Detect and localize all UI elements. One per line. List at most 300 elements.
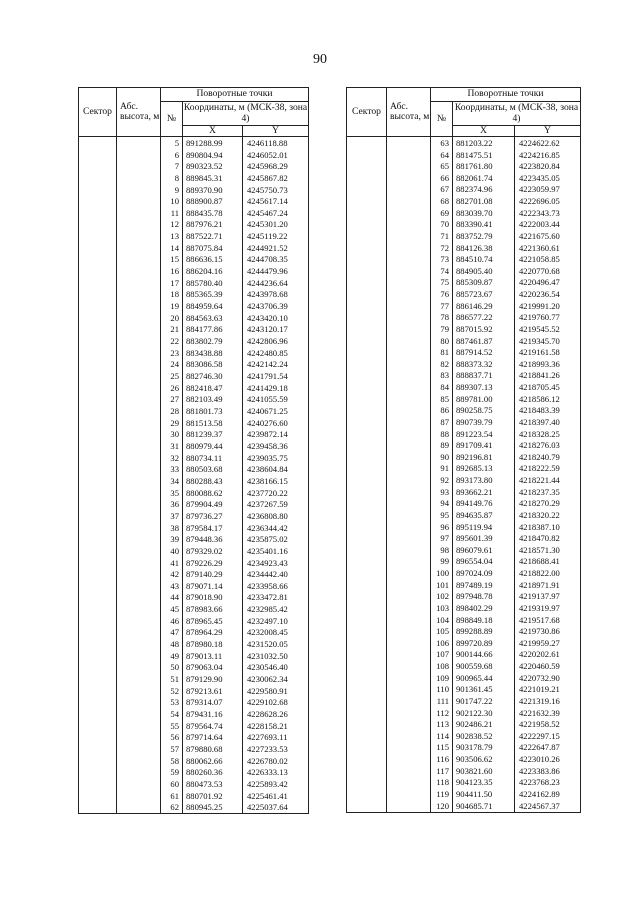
y-coordinate-cell: 4245467.24 — [243, 207, 309, 219]
x-coordinate-cell: 900965.44 — [453, 672, 515, 684]
y-coordinate-cell: 4240671.25 — [243, 405, 309, 417]
y-coordinate-cell: 4223383.86 — [515, 765, 581, 777]
point-number-cell: 25 — [161, 370, 183, 382]
y-coordinate-cell: 4219760.77 — [515, 312, 581, 324]
y-coordinate-cell: 4218483.39 — [515, 405, 581, 417]
y-coordinate-cell: 4223435.05 — [515, 172, 581, 184]
point-number-cell: 54 — [161, 709, 183, 721]
x-coordinate-cell: 903821.60 — [453, 765, 515, 777]
point-number-cell: 73 — [431, 254, 453, 266]
x-coordinate-cell: 882746.30 — [183, 370, 243, 382]
x-coordinate-cell: 883086.58 — [183, 359, 243, 371]
point-number-cell: 24 — [161, 359, 183, 371]
x-coordinate-cell: 879226.29 — [183, 557, 243, 569]
point-number-cell: 9 — [161, 184, 183, 196]
x-coordinate-cell: 894635.87 — [453, 509, 515, 521]
x-coordinate-cell: 879431.16 — [183, 709, 243, 721]
x-coordinate-cell: 886146.29 — [453, 300, 515, 312]
y-coordinate-cell: 4221058.85 — [515, 254, 581, 266]
y-coordinate-cell: 4222647.87 — [515, 742, 581, 754]
y-coordinate-cell: 4242480.85 — [243, 347, 309, 359]
y-coordinate-cell: 4218822.00 — [515, 567, 581, 579]
point-number-cell: 93 — [431, 486, 453, 498]
x-coordinate-cell: 883752.79 — [453, 230, 515, 242]
point-number-cell: 32 — [161, 452, 183, 464]
x-coordinate-cell: 880979.44 — [183, 440, 243, 452]
point-number-cell: 19 — [161, 301, 183, 313]
x-coordinate-cell: 902122.30 — [453, 707, 515, 719]
point-number-cell: 115 — [431, 742, 453, 754]
y-coordinate-cell: 4236808.80 — [243, 510, 309, 522]
point-number-cell: 33 — [161, 464, 183, 476]
x-coordinate-cell: 889845.31 — [183, 172, 243, 184]
point-number-cell: 92 — [431, 474, 453, 486]
point-number-cell: 53 — [161, 697, 183, 709]
x-coordinate-cell: 890739.79 — [453, 416, 515, 428]
x-coordinate-cell: 886204.16 — [183, 266, 243, 278]
y-coordinate-cell: 4235401.16 — [243, 545, 309, 557]
x-coordinate-cell: 885780.40 — [183, 277, 243, 289]
coordinates-header: Координаты, м (МСК-38, зона 4) — [453, 102, 581, 126]
y-coordinate-cell: 4220202.61 — [515, 649, 581, 661]
point-number-cell: 106 — [431, 637, 453, 649]
point-number-cell: 110 — [431, 684, 453, 696]
y-coordinate-cell: 4238604.84 — [243, 464, 309, 476]
point-number-cell: 39 — [161, 534, 183, 546]
point-number-cell: 26 — [161, 382, 183, 394]
x-coordinate-cell: 879129.90 — [183, 674, 243, 686]
y-coordinate-cell: 4241791.54 — [243, 370, 309, 382]
y-coordinate-cell: 4226780.02 — [243, 755, 309, 767]
point-number-cell: 14 — [161, 242, 183, 254]
point-number-cell: 71 — [431, 230, 453, 242]
x-coordinate-cell: 881801.73 — [183, 405, 243, 417]
y-coordinate-cell: 4245750.73 — [243, 184, 309, 196]
point-number-cell: 62 — [161, 802, 183, 814]
point-number-cell: 8 — [161, 172, 183, 184]
y-coordinate-cell: 4227693.11 — [243, 732, 309, 744]
number-header: № — [161, 102, 183, 137]
x-coordinate-cell: 879213.61 — [183, 685, 243, 697]
y-coordinate-cell: 4230546.40 — [243, 662, 309, 674]
turning-points-header: Поворотные точки — [161, 88, 309, 102]
x-coordinate-cell: 903506.62 — [453, 753, 515, 765]
point-number-cell: 11 — [161, 207, 183, 219]
point-number-cell: 63 — [431, 137, 453, 149]
x-coordinate-cell: 885365.39 — [183, 289, 243, 301]
x-coordinate-cell: 879071.14 — [183, 580, 243, 592]
x-coordinate-cell: 887015.92 — [453, 323, 515, 335]
x-coordinate-cell: 879314.07 — [183, 697, 243, 709]
y-coordinate-cell: 4223059.97 — [515, 184, 581, 196]
y-coordinate-cell: 4244708.35 — [243, 254, 309, 266]
x-coordinate-cell: 879714.64 — [183, 732, 243, 744]
x-coordinate-cell: 897024.09 — [453, 567, 515, 579]
y-coordinate-cell: 4245867.82 — [243, 172, 309, 184]
point-number-cell: 100 — [431, 567, 453, 579]
point-number-cell: 22 — [161, 336, 183, 348]
y-coordinate-cell: 4218397.40 — [515, 416, 581, 428]
y-coordinate-cell: 4219137.97 — [515, 591, 581, 603]
y-coordinate-cell: 4222297.15 — [515, 730, 581, 742]
x-coordinate-cell: 878980.18 — [183, 639, 243, 651]
y-coordinate-cell: 4221019.21 — [515, 684, 581, 696]
y-coordinate-cell: 4244479.96 — [243, 266, 309, 278]
x-coordinate-cell: 888900.87 — [183, 196, 243, 208]
y-coordinate-cell: 4223820.84 — [515, 161, 581, 173]
x-coordinate-cell: 884563.63 — [183, 312, 243, 324]
y-coordinate-cell: 4227233.53 — [243, 743, 309, 755]
y-coordinate-cell: 4243706.39 — [243, 301, 309, 313]
point-number-cell: 27 — [161, 394, 183, 406]
y-coordinate-cell: 4229102.68 — [243, 697, 309, 709]
x-coordinate-cell: 895601.39 — [453, 533, 515, 545]
point-number-cell: 12 — [161, 219, 183, 231]
y-coordinate-cell: 4219161.58 — [515, 347, 581, 359]
point-number-cell: 105 — [431, 626, 453, 638]
y-coordinate-cell: 4239035.75 — [243, 452, 309, 464]
y-coordinate-cell: 4218320.22 — [515, 509, 581, 521]
y-coordinate-cell: 4219730.86 — [515, 626, 581, 638]
point-number-cell: 28 — [161, 405, 183, 417]
x-coordinate-cell: 896079.61 — [453, 544, 515, 556]
point-number-cell: 29 — [161, 417, 183, 429]
y-coordinate-cell: 4223010.26 — [515, 753, 581, 765]
x-coordinate-cell: 879063.04 — [183, 662, 243, 674]
point-number-cell: 96 — [431, 521, 453, 533]
x-coordinate-cell: 889307.13 — [453, 381, 515, 393]
y-coordinate-cell: 4218222.59 — [515, 463, 581, 475]
x-coordinate-cell: 886636.15 — [183, 254, 243, 266]
y-coordinate-cell: 4245119.22 — [243, 231, 309, 243]
y-coordinate-cell: 4225037.64 — [243, 802, 309, 814]
y-coordinate-cell: 4221632.39 — [515, 707, 581, 719]
point-number-cell: 120 — [431, 800, 453, 812]
point-number-cell: 116 — [431, 753, 453, 765]
point-number-cell: 69 — [431, 207, 453, 219]
point-number-cell: 42 — [161, 569, 183, 581]
y-coordinate-cell: 4218470.82 — [515, 533, 581, 545]
point-number-cell: 40 — [161, 545, 183, 557]
point-number-cell: 102 — [431, 591, 453, 603]
point-number-cell: 48 — [161, 639, 183, 651]
y-coordinate-cell: 4221958.52 — [515, 719, 581, 731]
number-header: № — [431, 102, 453, 137]
point-number-cell: 114 — [431, 730, 453, 742]
y-coordinate-cell: 4238166.15 — [243, 475, 309, 487]
x-coordinate-cell: 881203.22 — [453, 137, 515, 149]
y-coordinate-cell: 4241055.59 — [243, 394, 309, 406]
point-number-cell: 45 — [161, 604, 183, 616]
point-number-cell: 23 — [161, 347, 183, 359]
y-coordinate-cell: 4218841.26 — [515, 370, 581, 382]
point-number-cell: 95 — [431, 509, 453, 521]
y-coordinate-cell: 4218971.91 — [515, 579, 581, 591]
x-coordinate-cell: 896554.04 — [453, 556, 515, 568]
page-number: 90 — [313, 52, 327, 67]
point-number-cell: 31 — [161, 440, 183, 452]
y-coordinate-cell: 4246052.01 — [243, 149, 309, 161]
coordinates-header: Координаты, м (МСК-38, зона 4) — [183, 102, 308, 124]
y-coordinate-cell: 4246118.88 — [243, 137, 309, 149]
y-coordinate-cell: 4243120.17 — [243, 324, 309, 336]
y-coordinate-cell: 4221675.60 — [515, 230, 581, 242]
x-coordinate-cell: 893173.80 — [453, 474, 515, 486]
point-number-cell: 58 — [161, 755, 183, 767]
altitude-cell — [117, 137, 161, 814]
x-header: X — [453, 126, 515, 137]
y-coordinate-cell: 4228628.26 — [243, 709, 309, 721]
point-number-cell: 68 — [431, 195, 453, 207]
x-coordinate-cell: 879329.02 — [183, 545, 243, 557]
point-number-cell: 67 — [431, 184, 453, 196]
x-coordinate-cell: 900559.68 — [453, 660, 515, 672]
x-coordinate-cell: 897489.19 — [453, 579, 515, 591]
point-number-cell: 83 — [431, 370, 453, 382]
point-number-cell: 84 — [431, 381, 453, 393]
point-number-cell: 77 — [431, 300, 453, 312]
point-number-cell: 81 — [431, 347, 453, 359]
x-coordinate-cell: 879584.17 — [183, 522, 243, 534]
point-number-cell: 98 — [431, 544, 453, 556]
point-number-cell: 13 — [161, 231, 183, 243]
x-coordinate-cell: 880473.53 — [183, 778, 243, 790]
y-coordinate-cell: 4232985.42 — [243, 604, 309, 616]
y-coordinate-cell: 4241429.18 — [243, 382, 309, 394]
x-coordinate-cell: 898402.29 — [453, 602, 515, 614]
y-coordinate-cell: 4218571.30 — [515, 544, 581, 556]
x-coordinate-cell: 887976.21 — [183, 219, 243, 231]
x-coordinate-cell: 880260.36 — [183, 767, 243, 779]
y-coordinate-cell: 4245968.29 — [243, 161, 309, 173]
point-number-cell: 119 — [431, 788, 453, 800]
x-coordinate-cell: 880734.11 — [183, 452, 243, 464]
x-coordinate-cell: 882103.49 — [183, 394, 243, 406]
x-coordinate-cell: 879564.74 — [183, 720, 243, 732]
y-coordinate-cell: 4224567.37 — [515, 800, 581, 812]
y-coordinate-cell: 4244236.64 — [243, 277, 309, 289]
point-number-cell: 74 — [431, 265, 453, 277]
point-number-cell: 112 — [431, 707, 453, 719]
x-coordinate-cell: 888373.32 — [453, 358, 515, 370]
y-coordinate-cell: 4218221.44 — [515, 474, 581, 486]
point-number-cell: 72 — [431, 242, 453, 254]
x-coordinate-cell: 887914.52 — [453, 347, 515, 359]
y-coordinate-cell: 4218276.03 — [515, 440, 581, 452]
y-coordinate-cell: 4235875.02 — [243, 534, 309, 546]
y-coordinate-cell: 4220732.90 — [515, 672, 581, 684]
point-number-cell: 94 — [431, 498, 453, 510]
x-coordinate-cell: 891223.54 — [453, 428, 515, 440]
y-coordinate-cell: 4232008.45 — [243, 627, 309, 639]
point-number-cell: 76 — [431, 288, 453, 300]
point-number-cell: 7 — [161, 161, 183, 173]
y-coordinate-cell: 4220496.47 — [515, 277, 581, 289]
x-coordinate-cell: 900144.66 — [453, 649, 515, 661]
point-number-cell: 107 — [431, 649, 453, 661]
y-coordinate-cell: 4221319.16 — [515, 695, 581, 707]
y-coordinate-cell: 4233958.66 — [243, 580, 309, 592]
point-number-cell: 15 — [161, 254, 183, 266]
y-coordinate-cell: 4243978.68 — [243, 289, 309, 301]
x-coordinate-cell: 901361.45 — [453, 684, 515, 696]
point-number-cell: 104 — [431, 614, 453, 626]
point-number-cell: 43 — [161, 580, 183, 592]
x-coordinate-cell: 881761.80 — [453, 161, 515, 173]
point-number-cell: 18 — [161, 289, 183, 301]
y-coordinate-cell: 4242142.24 — [243, 359, 309, 371]
y-coordinate-cell: 4218688.41 — [515, 556, 581, 568]
x-coordinate-cell: 884959.64 — [183, 301, 243, 313]
x-header: X — [183, 126, 243, 137]
y-coordinate-cell: 4232497.10 — [243, 615, 309, 627]
point-number-cell: 35 — [161, 487, 183, 499]
x-coordinate-cell: 883390.41 — [453, 219, 515, 231]
y-coordinate-cell: 4218270.29 — [515, 498, 581, 510]
x-coordinate-cell: 893662.21 — [453, 486, 515, 498]
x-coordinate-cell: 901747.22 — [453, 695, 515, 707]
x-coordinate-cell: 879018.90 — [183, 592, 243, 604]
y-coordinate-cell: 4243420.10 — [243, 312, 309, 324]
x-coordinate-cell: 884126.38 — [453, 242, 515, 254]
x-coordinate-cell: 884510.74 — [453, 254, 515, 266]
point-number-cell: 37 — [161, 510, 183, 522]
x-coordinate-cell: 882061.74 — [453, 172, 515, 184]
x-coordinate-cell: 902486.21 — [453, 719, 515, 731]
x-coordinate-cell: 878983.66 — [183, 604, 243, 616]
point-number-cell: 86 — [431, 405, 453, 417]
point-number-cell: 50 — [161, 662, 183, 674]
point-number-cell: 44 — [161, 592, 183, 604]
y-coordinate-cell: 4245301.20 — [243, 219, 309, 231]
y-coordinate-cell: 4218387.10 — [515, 521, 581, 533]
y-coordinate-cell: 4218993.36 — [515, 358, 581, 370]
y-coordinate-cell: 4222696.05 — [515, 195, 581, 207]
y-coordinate-cell: 4226333.13 — [243, 767, 309, 779]
point-number-cell: 47 — [161, 627, 183, 639]
x-coordinate-cell: 882701.08 — [453, 195, 515, 207]
point-number-cell: 66 — [431, 172, 453, 184]
altitude-header: Абс. высота, м — [387, 88, 431, 137]
x-coordinate-cell: 881475.51 — [453, 149, 515, 161]
point-number-cell: 59 — [161, 767, 183, 779]
x-coordinate-cell: 890258.75 — [453, 405, 515, 417]
x-coordinate-cell: 880288.43 — [183, 475, 243, 487]
y-coordinate-cell: 4218240.79 — [515, 451, 581, 463]
y-coordinate-cell: 4220236.54 — [515, 288, 581, 300]
x-coordinate-cell: 904123.35 — [453, 777, 515, 789]
point-number-cell: 57 — [161, 743, 183, 755]
y-coordinate-cell: 4222343.73 — [515, 207, 581, 219]
y-coordinate-cell: 4239458.36 — [243, 440, 309, 452]
x-coordinate-cell: 880062.66 — [183, 755, 243, 767]
point-number-cell: 87 — [431, 416, 453, 428]
point-number-cell: 101 — [431, 579, 453, 591]
x-coordinate-cell: 879140.29 — [183, 569, 243, 581]
point-number-cell: 88 — [431, 428, 453, 440]
point-number-cell: 64 — [431, 149, 453, 161]
x-coordinate-cell: 882374.96 — [453, 184, 515, 196]
point-number-cell: 80 — [431, 335, 453, 347]
y-coordinate-cell: 4244921.52 — [243, 242, 309, 254]
point-number-cell: 46 — [161, 615, 183, 627]
point-number-cell: 6 — [161, 149, 183, 161]
point-number-cell: 17 — [161, 277, 183, 289]
point-number-cell: 103 — [431, 602, 453, 614]
point-number-cell: 82 — [431, 358, 453, 370]
x-coordinate-cell: 887075.84 — [183, 242, 243, 254]
y-coordinate-cell: 4218586.12 — [515, 393, 581, 405]
x-coordinate-cell: 898849.18 — [453, 614, 515, 626]
point-number-cell: 117 — [431, 765, 453, 777]
point-number-cell: 89 — [431, 440, 453, 452]
x-coordinate-cell: 899720.89 — [453, 637, 515, 649]
point-number-cell: 99 — [431, 556, 453, 568]
y-coordinate-cell: 4229580.91 — [243, 685, 309, 697]
y-coordinate-cell: 4219545.52 — [515, 323, 581, 335]
y-coordinate-cell: 4237267.59 — [243, 499, 309, 511]
x-coordinate-cell: 892685.13 — [453, 463, 515, 475]
x-coordinate-cell: 892196.81 — [453, 451, 515, 463]
point-number-cell: 51 — [161, 674, 183, 686]
y-coordinate-cell: 4233472.81 — [243, 592, 309, 604]
x-coordinate-cell: 880701.92 — [183, 790, 243, 802]
y-coordinate-cell: 4221360.61 — [515, 242, 581, 254]
y-coordinate-cell: 4219319.97 — [515, 602, 581, 614]
table-body-right — [347, 137, 581, 812]
y-coordinate-cell: 4219959.27 — [515, 637, 581, 649]
x-coordinate-cell: 886577.22 — [453, 312, 515, 324]
y-coordinate-cell: 4223768.23 — [515, 777, 581, 789]
x-coordinate-cell: 884905.40 — [453, 265, 515, 277]
point-number-cell: 30 — [161, 429, 183, 441]
point-number-cell: 97 — [431, 533, 453, 545]
y-coordinate-cell: 4228158.21 — [243, 720, 309, 732]
x-coordinate-cell: 880945.25 — [183, 802, 243, 814]
y-coordinate-cell: 4240276.60 — [243, 417, 309, 429]
y-coordinate-cell: 4225893.42 — [243, 778, 309, 790]
point-number-cell: 108 — [431, 660, 453, 672]
y-coordinate-cell: 4230062.34 — [243, 674, 309, 686]
x-coordinate-cell: 885723.67 — [453, 288, 515, 300]
y-coordinate-cell: 4239872.14 — [243, 429, 309, 441]
point-number-cell: 91 — [431, 463, 453, 475]
point-number-cell: 75 — [431, 277, 453, 289]
point-number-cell: 36 — [161, 499, 183, 511]
y-coordinate-cell: 4220460.59 — [515, 660, 581, 672]
x-coordinate-cell: 880088.62 — [183, 487, 243, 499]
y-header: Y — [515, 126, 581, 137]
x-coordinate-cell: 904411.50 — [453, 788, 515, 800]
x-coordinate-cell: 882418.47 — [183, 382, 243, 394]
point-number-cell: 60 — [161, 778, 183, 790]
point-number-cell: 20 — [161, 312, 183, 324]
y-coordinate-cell: 4234442.40 — [243, 569, 309, 581]
point-number-cell: 61 — [161, 790, 183, 802]
point-number-cell: 109 — [431, 672, 453, 684]
x-coordinate-cell: 883438.88 — [183, 347, 243, 359]
point-number-cell: 21 — [161, 324, 183, 336]
turning-points-header: Поворотные точки — [431, 88, 581, 102]
y-coordinate-cell: 4234923.43 — [243, 557, 309, 569]
x-coordinate-cell: 890323.52 — [183, 161, 243, 173]
x-coordinate-cell: 903178.79 — [453, 742, 515, 754]
point-number-cell: 113 — [431, 719, 453, 731]
x-coordinate-cell: 890804.94 — [183, 149, 243, 161]
point-number-cell: 16 — [161, 266, 183, 278]
point-number-cell: 10 — [161, 196, 183, 208]
y-coordinate-cell: 4219345.70 — [515, 335, 581, 347]
